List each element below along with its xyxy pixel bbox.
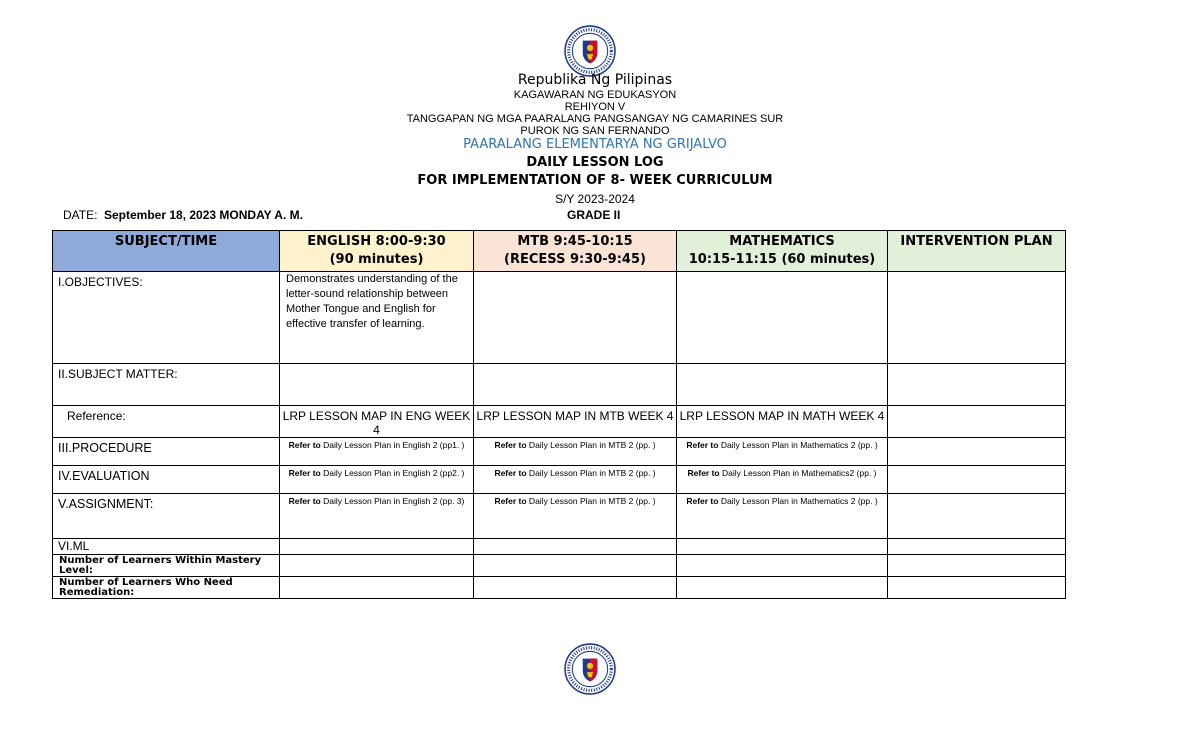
math-header: MATHEMATICS 10:15-11:15 (60 minutes) (677, 231, 888, 272)
table-cell (888, 494, 1066, 539)
subject-matter-row (53, 364, 1066, 406)
remediation-label: Number of Learners Who Need Remediation: (53, 577, 280, 599)
table-cell (677, 539, 888, 555)
table-cell (677, 555, 888, 577)
deped-seal-footer-logo (564, 643, 616, 695)
english-header: ENGLISH 8:00-9:30 (90 minutes) (280, 231, 474, 272)
header-row (53, 231, 1066, 272)
table-cell (280, 577, 474, 599)
date-value: September 18, 2023 MONDAY A. M. (104, 208, 303, 222)
table-cell (888, 364, 1066, 406)
mtb-evaluation: Refer to Daily Lesson Plan in MTB 2 (pp. ) (474, 466, 677, 494)
mastery-row (53, 555, 1066, 577)
objectives-row (53, 272, 1066, 364)
table-cell (888, 539, 1066, 555)
math-procedure: Refer to Daily Lesson Plan in Mathematics 2 (pp. ) (677, 438, 888, 466)
table-cell (474, 364, 677, 406)
remediation-row (53, 577, 1066, 599)
table-cell (888, 438, 1066, 466)
procedure-label: III.PROCEDURE (53, 438, 280, 466)
mtb-procedure: Refer to Daily Lesson Plan in MTB 2 (pp. ) (474, 438, 677, 466)
math-evaluation: Refer to Daily Lesson Plan in Mathematics2 (pp. ) (677, 466, 888, 494)
table-cell (677, 364, 888, 406)
school-year: S/Y 2023-2024 (555, 192, 635, 206)
subject-time-header: SUBJECT/TIME (53, 231, 280, 272)
document-subtitle: FOR IMPLEMENTATION OF 8- WEEK CURRICULUM (417, 173, 773, 188)
district-heading: PUROK NG SAN FERNANDO (520, 125, 670, 137)
mastery-label: Number of Learners Within Mastery Level: (53, 555, 280, 577)
assignment-row (53, 494, 1066, 539)
republic-heading: Republika Ng Pilipinas (517, 72, 673, 88)
deped-seal-logo (564, 25, 616, 77)
mtb-header: MTB 9:45-10:15 (RECESS 9:30-9:45) (474, 231, 677, 272)
table-cell (474, 577, 677, 599)
school-name: PAARALANG ELEMENTARYA NG GRIJALVO (463, 137, 727, 152)
table-cell (888, 406, 1066, 438)
evaluation-label: IV.EVALUATION (53, 466, 280, 494)
english-procedure: Refer to Daily Lesson Plan in English 2 (pp1. ) (280, 438, 474, 466)
mtb-objective (474, 272, 677, 364)
lesson-log-table (52, 230, 1066, 599)
evaluation-row (53, 466, 1066, 494)
table-cell (474, 555, 677, 577)
reference-label: Reference: (53, 406, 280, 438)
intervention-header: INTERVENTION PLAN (888, 231, 1066, 272)
table-cell (280, 539, 474, 555)
assignment-label: V.ASSIGNMENT: (53, 494, 280, 539)
ml-label: VI.ML (53, 539, 280, 555)
procedure-row (53, 438, 1066, 466)
table-cell (888, 466, 1066, 494)
date-label: DATE: (63, 208, 98, 222)
table-cell (280, 555, 474, 577)
document-title: DAILY LESSON LOG (526, 155, 664, 170)
math-assignment: Refer to Daily Lesson Plan in Mathematics 2 (pp. ) (677, 494, 888, 539)
ml-row (53, 539, 1066, 555)
intervention-objective (888, 272, 1066, 364)
table-cell (888, 555, 1066, 577)
english-objective: Demonstrates understanding of the letter-sound relationship between Mother Tongue and English for effective transfer of learning. (280, 272, 474, 364)
english-reference: LRP LESSON MAP IN ENG WEEK 4 (280, 406, 474, 438)
table-cell (280, 364, 474, 406)
math-reference: LRP LESSON MAP IN MATH WEEK 4 (677, 406, 888, 438)
division-office-heading: TANGGAPAN NG MGA PAARALANG PANGSANGAY NG CAMARINES SUR (406, 113, 784, 125)
region-heading: REHIYON V (564, 101, 626, 113)
english-evaluation: Refer to Daily Lesson Plan in English 2 (pp2. ) (280, 466, 474, 494)
reference-row (53, 406, 1066, 438)
mtb-assignment: Refer to Daily Lesson Plan in MTB 2 (pp. ) (474, 494, 677, 539)
table-cell (677, 577, 888, 599)
department-heading: KAGAWARAN NG EDUKASYON (513, 89, 677, 101)
table-cell (888, 577, 1066, 599)
subject-matter-label: II.SUBJECT MATTER: (53, 364, 280, 406)
mtb-reference: LRP LESSON MAP IN MTB WEEK 4 (474, 406, 677, 438)
table-cell (474, 539, 677, 555)
objectives-label: I.OBJECTIVES: (53, 272, 280, 364)
grade-level: GRADE II (567, 208, 621, 222)
math-objective (677, 272, 888, 364)
english-assignment: Refer to Daily Lesson Plan in English 2 (pp. 3) (280, 494, 474, 539)
